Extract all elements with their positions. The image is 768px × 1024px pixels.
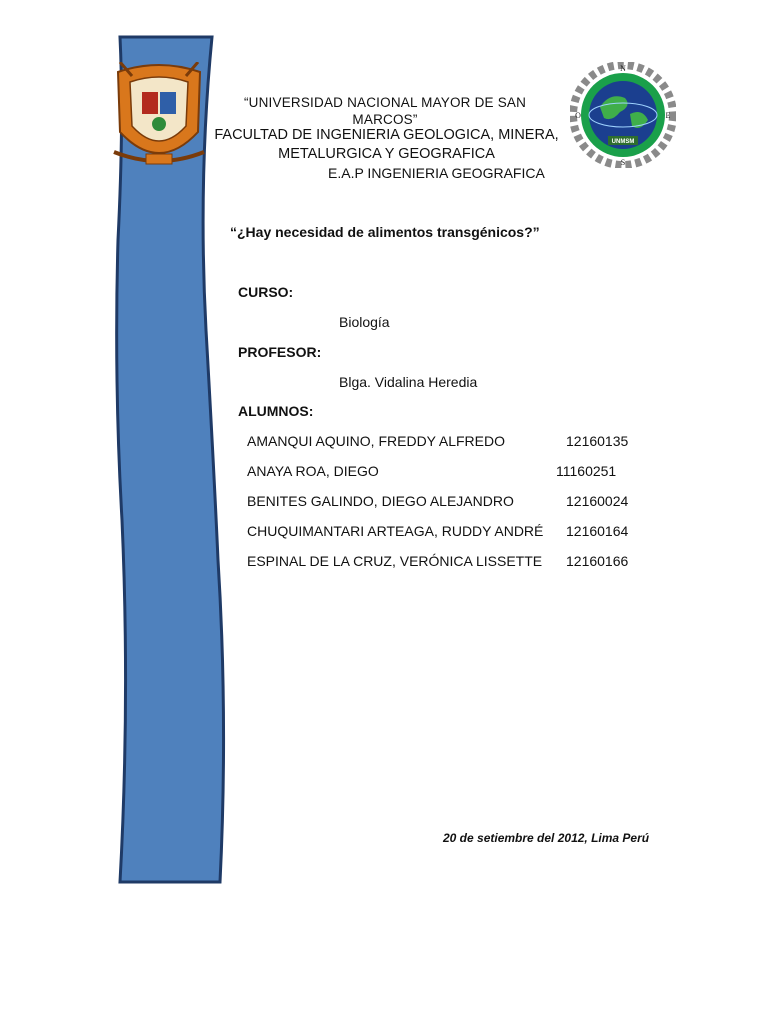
course-value: Biología — [339, 314, 390, 330]
student-name: ANAYA ROA, DIEGO — [247, 463, 379, 479]
student-code: 12160164 — [566, 523, 629, 539]
course-label: CURSO: — [238, 284, 294, 300]
geography-school-logo-icon — [570, 62, 676, 168]
student-row — [247, 553, 647, 583]
student-row — [247, 523, 647, 553]
university-crest-icon — [112, 62, 206, 170]
compass-o: O — [575, 111, 581, 120]
student-code: 12160024 — [566, 493, 629, 509]
student-row — [247, 433, 647, 463]
date-place: 20 de setiembre del 2012, Lima Perú — [443, 831, 650, 845]
compass-e: E — [665, 111, 671, 120]
professor-value: Blga. Vidalina Heredia — [339, 374, 478, 390]
student-name: AMANQUI AQUINO, FREDDY ALFREDO — [247, 433, 506, 449]
faculty-name: FACULTAD DE INGENIERIA GEOLOGICA, MINERA, METALURGICA Y GEOGRAFICA — [214, 127, 559, 162]
student-row — [247, 493, 647, 523]
professor-label: PROFESOR: — [238, 344, 322, 360]
student-name: CHUQUIMANTARI ARTEAGA, RUDDY ANDRÉ — [247, 523, 544, 539]
student-code: 12160166 — [566, 553, 629, 569]
student-code: 12160135 — [566, 433, 629, 449]
compass-n: N — [620, 64, 626, 73]
student-name: BENITES GALINDO, DIEGO ALEJANDRO — [247, 493, 514, 509]
compass-s: S — [620, 158, 626, 167]
student-name: ESPINAL DE LA CRUZ, VERÓNICA LISSETTE — [247, 553, 543, 569]
student-row — [247, 463, 647, 493]
logo-banner-text: UNMSM — [611, 139, 635, 145]
university-name: “UNIVERSIDAD NACIONAL MAYOR DE SAN MARCOS” — [243, 95, 527, 127]
student-code: 11160251 — [556, 463, 617, 479]
school-name: E.A.P INGENIERIA GEOGRAFICA — [328, 165, 545, 181]
document-title: “¿Hay necesidad de alimentos transgénicos?” — [230, 224, 540, 240]
students-label: ALUMNOS: — [238, 403, 314, 419]
student-list — [247, 433, 647, 583]
